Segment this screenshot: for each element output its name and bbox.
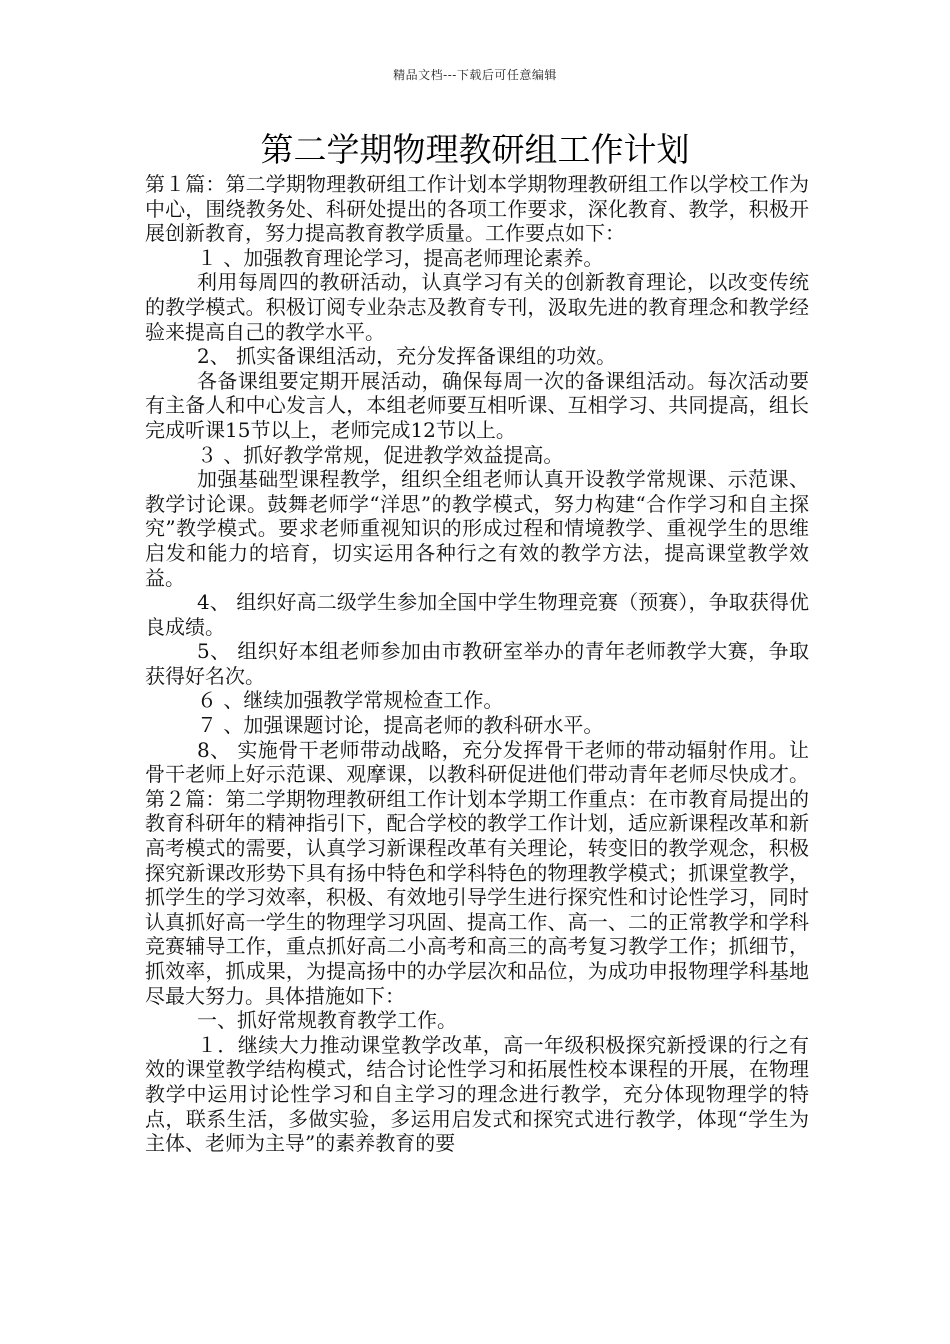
paragraph: 2、 抓实备课组活动，充分发挥备课组的功效。	[197, 344, 617, 369]
header-note: 精品文档---下载后可任意编辑	[393, 68, 557, 82]
paragraph: １ 、加强教育理论学习，提高老师理论素养。	[197, 245, 604, 270]
paragraph: ７ 、加强课题讨论，提高老师的教科研水平。	[197, 713, 604, 738]
document-body	[145, 172, 809, 1156]
page-title: 第二学期物理教研组工作计划	[260, 130, 690, 169]
paragraph: ３ 、抓好教学常规，促进教学效益提高。	[197, 442, 564, 467]
paragraph: 8、 实施骨干老师带动战略，充分发挥骨干老师的带动辐射作用。让骨干老师上好示范课、观摩课，以教科研促进他们带动青年老师尽快成才。第２篇：第二学期物理教研组工作计划本学期工作重点：在市教育局提出的教育科研年的精神指引下，配合学校的教学工作计划，适应新课程改革和新高考模式的需要，认真学习新课程改革有关理论，转变旧的教学观念，积极探究新课改形势下具有扬中特色和学科特色的物理教学模式；抓课堂教学，抓学生的学习效率，积极、有效地引导学生进行探究性和讨论性学习，同时认真抓好高一学生的物理学习巩固、提高工作、高一、二的正常教学和学科竞赛辅导工作，重点抓好高二小高考和高三的高考复习教学工作；抓细节，抓效率，抓成果，为提高扬中的办学层次和品位，为成功申报物理学科基地尽最大努力。具体措施如下：	[145, 737, 809, 1008]
paragraph: 第１篇：第二学期物理教研组工作计划本学期物理教研组工作以学校工作为中心，围绕教务处、科研处提出的各项工作要求，深化教育、教学，积极开展创新教育，努力提高教育教学质量。工作要点如下：	[145, 172, 809, 246]
paragraph: 4、 组织好高二级学生参加全国中学生物理竞赛（预赛），争取获得优良成绩。	[145, 590, 809, 639]
paragraph: 加强基础型课程教学，组织全组老师认真开设教学常规课、示范课、教学讨论课。鼓舞老师学“洋思”的教学模式，努力构建“合作学习和自主探究”教学模式。要求老师重视知识的形成过程和情境教学、重视学生的思维启发和能力的培育，切实运用各种行之有效的教学方法，提高课堂教学效益。	[145, 467, 809, 590]
paragraph: 利用每周四的教研活动，认真学习有关的创新教育理论，以改变传统的教学模式。积极订阅专业杂志及教育专刊，汲取先进的教育理念和教学经验来提高自己的教学水平。	[145, 270, 809, 344]
paragraph: 各备课组要定期开展活动，确保每周一次的备课组活动。每次活动要有主备人和中心发言人，本组老师要互相听课、互相学习、共同提高，组长完成听课15节以上，老师完成12节以上。	[145, 368, 809, 442]
paragraph: 5、 组织好本组老师参加由市教研室举办的青年老师教学大赛，争取获得好名次。	[145, 639, 809, 688]
paragraph: ６ 、继续加强教学常规检查工作。	[197, 688, 504, 713]
paragraph: １．继续大力推动课堂教学改革，高一年级积极探究新授课的行之有效的课堂教学结构模式，结合讨论性学习和拓展性校本课程的开展，在物理教学中运用讨论性学习和自主学习的理念进行教学，充分体现物理学的特点，联系生活，多做实验，多运用启发式和探究式进行教学，体现“学生为主体、老师为主导”的素养教育的要	[145, 1032, 809, 1156]
paragraph: 一、抓好常规教育教学工作。	[197, 1008, 457, 1033]
